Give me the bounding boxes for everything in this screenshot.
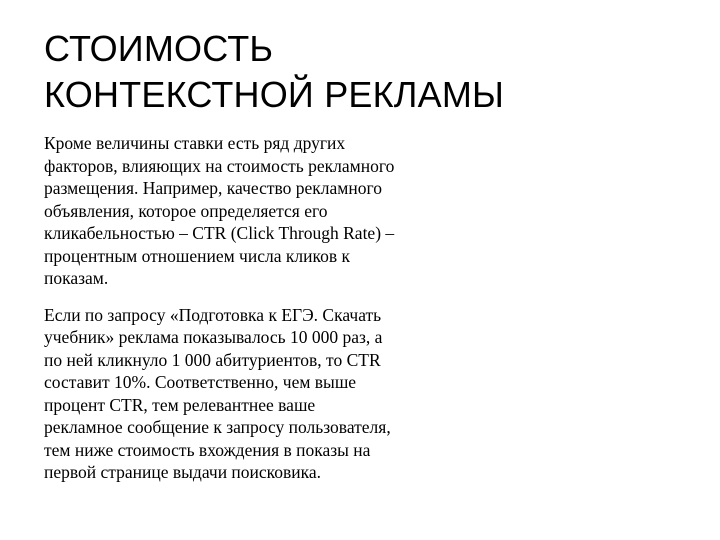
body-line: размещения. Например, качество рекламного (44, 178, 382, 198)
slide-title-line: СТОИМОСТЬ (44, 28, 274, 69)
body-line: процентным отношением числа кликов к (44, 245, 350, 266)
body-line: учебник» реклама показывалось 10 000 раз, а (44, 327, 383, 347)
body-line: составит 10%. Соответственно, чем выше (44, 372, 357, 392)
body-line: тем ниже стоимость вхождения в показы на (44, 439, 371, 460)
body-line: Если по запросу «Подготовка к ЕГЭ. Скачать (44, 304, 382, 325)
body-line: первой странице выдачи поисковика. (44, 462, 322, 482)
body-line: процент CTR, тем релевантнее ваше (44, 394, 316, 415)
body-line: объявления, которое определяется его (44, 200, 328, 221)
body-paragraph (44, 132, 464, 290)
body-line: Кроме величины ставки есть ряд других (44, 133, 346, 153)
body-line: показам. (44, 268, 109, 288)
slide-body (44, 132, 464, 484)
body-line: факторов, влияющих на стоимость рекламного (44, 155, 395, 176)
body-line: по ней кликнуло 1 000 абитуриентов, то CTR (44, 349, 381, 370)
body-line: рекламное сообщение к запросу пользователя, (44, 417, 391, 437)
slide-title-line: КОНТЕКСТНОЙ РЕКЛАМЫ (44, 74, 505, 115)
slide-title (44, 26, 684, 118)
body-line: кликабельностью – CTR (Click Through Rate) – (44, 223, 395, 243)
body-paragraph (44, 304, 464, 484)
